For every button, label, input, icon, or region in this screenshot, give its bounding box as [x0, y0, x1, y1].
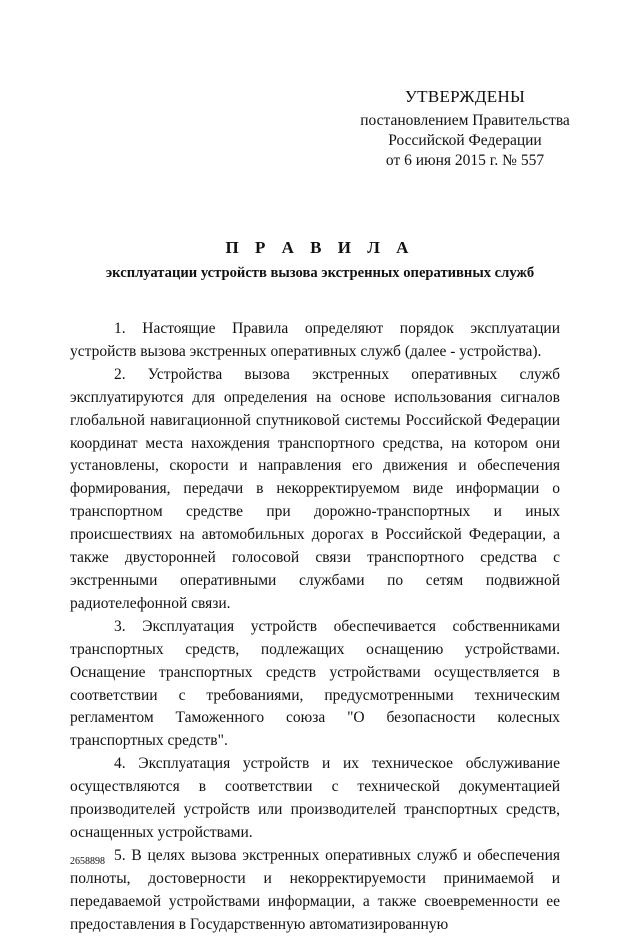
paragraph-5: 5. В целях вызова экстренных оперативных служб и обеспечения полноты, достоверности и некорректируемости принимаемой и передаваемой устройствами информации, а также своевременности ее предоставления в Государственную автоматизированную — [70, 846, 560, 933]
paragraph-2: 2. Устройства вызова экстренных оперативных служб эксплуатируются для определения на основе использования сигналов глобальной навигационной спутниковой системы Российской Федерации координат места нахождения транспортного средства, на котором они установлены, скорости и направления его движения и обеспечения формирования, передачи в некорректируемом виде информации о транспортном средстве при дорожно-транспортных и иных происшествиях на автомобильных дорогах в Российской Федерации, а также двусторонней голосовой связи транспортного средства с экстренными оперативными службами по сетям подвижной радиотелефонной связи. — [70, 365, 560, 612]
paragraph-4: 4. Эксплуатация устройств и их техническое обслуживание осуществляются в соответствии с технической документацией производителей устройств или производителей транспортных средств, оснащенных устройствами. — [70, 755, 560, 841]
document-body — [70, 318, 560, 936]
approval-line-2: Российской Федерации — [388, 132, 542, 149]
document-code: 2658898 — [70, 856, 105, 867]
approval-line-1: постановлением Правительства — [360, 112, 570, 129]
paragraph-1: 1. Настоящие Правила определяют порядок эксплуатации устройств вызова экстренных оперативных служб (далее - устройства). — [70, 320, 560, 360]
approval-block — [320, 87, 610, 171]
document-title: П Р А В И Л А — [225, 238, 415, 257]
approved-heading: УТВЕРЖДЕНЫ — [404, 87, 526, 106]
document-subtitle: эксплуатации устройств вызова экстренных оперативных служб — [105, 265, 535, 281]
paragraph-3: 3. Эксплуатация устройств обеспечивается собственниками транспортных средств, подлежащих оснащению устройствами. Оснащение транспортных средств устройствами осуществляется в соответствии с требованиями, предусмотренными техническим регламентом Таможенного союза "О безопасности колесных транспортных средств". — [70, 617, 560, 750]
approval-line-3: от 6 июня 2015 г. № 557 — [385, 152, 545, 169]
